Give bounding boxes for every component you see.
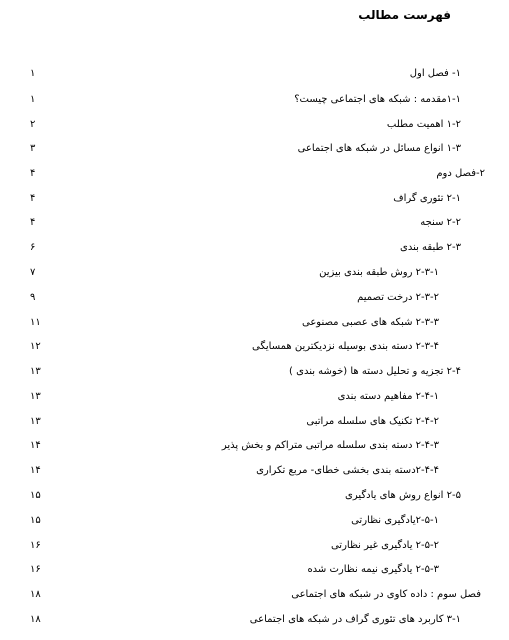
toc-page-number: ۳ — [30, 143, 36, 154]
toc-page-number: ۴ — [30, 193, 36, 204]
toc-page-number: ۹ — [30, 292, 36, 303]
toc-page-number: ۶ — [30, 242, 36, 253]
page-title: فهرست مطالب — [358, 8, 451, 22]
toc-entry-text: ۱-۳ انواع مسائل در شبکه های اجتماعی — [297, 143, 461, 154]
toc-page-number: ۲ — [30, 119, 36, 130]
toc-entry-text: ۲-۴-۴دسته بندی بخشی خطای- مربع تکراری — [256, 465, 439, 476]
toc-page-number: ۱۵ — [30, 490, 41, 501]
toc-entry-text: ۲-۵ انواع روش های یادگیری — [345, 490, 461, 501]
toc-entry — [0, 562, 509, 578]
toc-entry — [0, 265, 509, 281]
toc-entry — [0, 141, 509, 157]
toc-entry — [0, 513, 509, 529]
toc-page-number: ۱۱ — [30, 317, 41, 328]
toc-page-number: ۱۸ — [30, 589, 41, 600]
toc-page-number: ۱۶ — [30, 564, 41, 575]
toc-entry-text: ۲-۲ سنجه — [420, 217, 461, 228]
toc-entry-text: فصل سوم : داده کاوی در شبکه های اجتماعی — [291, 589, 481, 600]
toc-entry-text: ۱-۱مقدمه : شبکه های اجتماعی چیست؟ — [294, 94, 461, 105]
toc-page-number: ۴ — [30, 168, 36, 179]
toc-entry — [0, 364, 509, 380]
toc-page-number: ۱۴ — [30, 440, 41, 451]
toc-entry — [0, 315, 509, 331]
toc-entry-text: ۲-۴-۱ مفاهیم دسته بندی — [337, 391, 439, 402]
toc-entry-text: ۲-۱ تئوری گراف — [393, 193, 461, 204]
toc-entry-text: ۲-۴-۳ دسته بندی سلسله مراتبی متراکم و بخش پذیر — [221, 440, 439, 451]
toc-page-number: ۱۶ — [30, 540, 41, 551]
toc-page-number: ۱ — [30, 68, 36, 79]
toc-entry-text: ۲-۳-۳ شبکه های عصبی مصنوعی — [302, 317, 439, 328]
toc-entry — [0, 66, 509, 82]
toc-entry — [0, 488, 509, 504]
toc-page-number: ۴ — [30, 217, 36, 228]
toc-entry — [0, 117, 509, 133]
toc-page-number: ۱۳ — [30, 366, 41, 377]
toc-entry — [0, 339, 509, 355]
toc-entry — [0, 612, 509, 628]
toc-entry-text: ۲-۳-۱ روش طبقه بندی بیزین — [319, 267, 439, 278]
toc-entry-text: ۱- فصل اول — [409, 68, 461, 79]
toc-entry — [0, 414, 509, 430]
toc-page-number: ۷ — [30, 267, 36, 278]
toc-entry — [0, 538, 509, 554]
toc-entry — [0, 240, 509, 256]
toc-entry — [0, 290, 509, 306]
toc-page-number: ۱ — [30, 94, 36, 105]
toc-entry-text: ۲-فصل دوم — [436, 168, 485, 179]
toc-page-number: ۱۳ — [30, 416, 41, 427]
toc-entry-text: ۲-۵-۱یادگیری نظارتی — [351, 515, 439, 526]
toc-entry-text: ۱-۲ اهمیت مطلب — [386, 119, 461, 130]
toc-entry — [0, 215, 509, 231]
toc-entry — [0, 438, 509, 454]
toc-entry — [0, 166, 509, 182]
toc-entry-text: ۳-۱ کاربرد های تئوری گراف در شبکه های اجتماعی — [249, 614, 461, 625]
toc-entry — [0, 463, 509, 479]
toc-entry — [0, 587, 509, 603]
toc-page-number: ۱۵ — [30, 515, 41, 526]
toc-entry-text: ۲-۵-۳ یادگیری نیمه نظارت شده — [307, 564, 439, 575]
toc-page-number: ۱۳ — [30, 391, 41, 402]
toc-entry — [0, 92, 509, 108]
toc-entry — [0, 389, 509, 405]
toc-entry-text: ۲-۳ طبقه بندی — [400, 242, 461, 253]
toc-entry — [0, 191, 509, 207]
toc-page-number: ۱۲ — [30, 341, 41, 352]
toc-entry-text: ۲-۴ تجزیه و تحلیل دسته ها (خوشه بندی ) — [289, 366, 461, 377]
toc-entry-text: ۲-۳-۴ دسته بندی بوسیله نزدیکترین همسایگی — [252, 341, 439, 352]
toc-entry-text: ۲-۴-۲ تکنیک های سلسله مراتبی — [306, 416, 439, 427]
toc-page-number: ۱۸ — [30, 614, 41, 625]
toc-entry-text: ۲-۵-۲ یادگیری غیر نظارتی — [330, 540, 439, 551]
toc-page-number: ۱۴ — [30, 465, 41, 476]
toc-entry-text: ۲-۳-۲ درخت تصمیم — [357, 292, 439, 303]
